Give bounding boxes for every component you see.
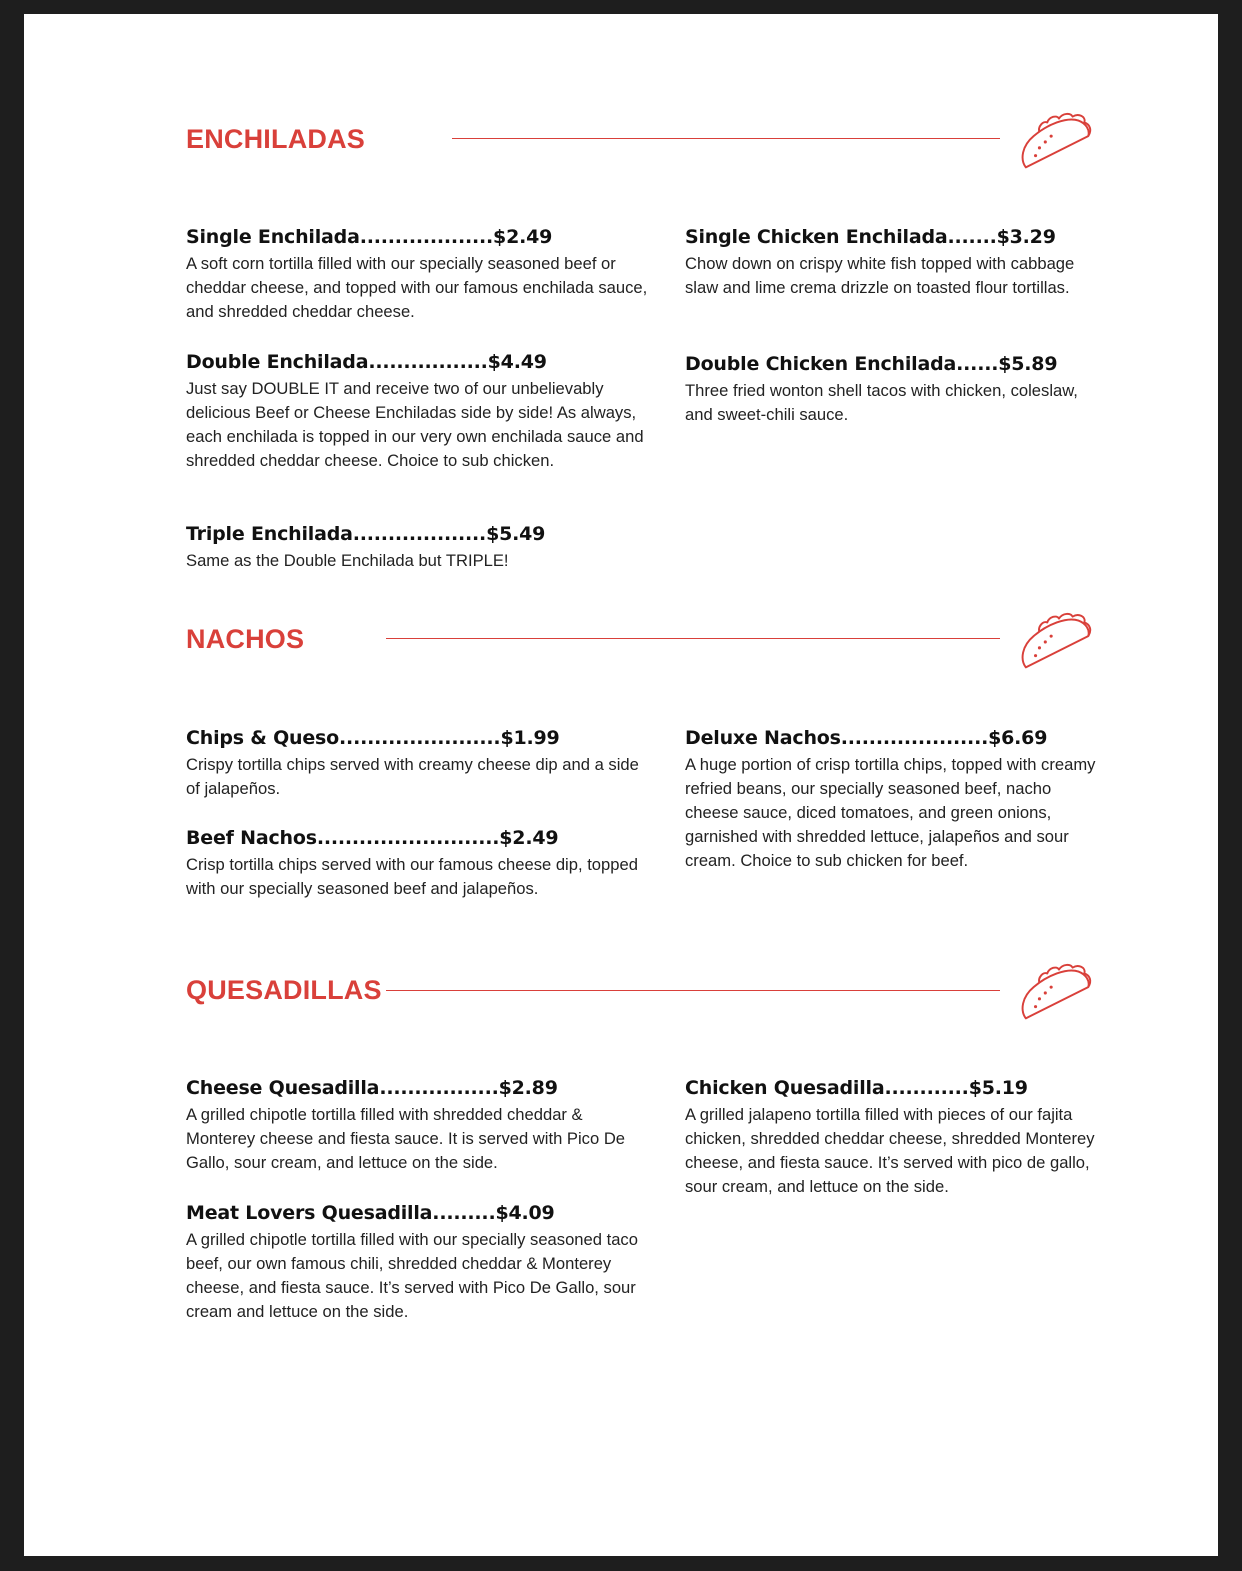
section-divider [386, 990, 1000, 991]
menu-item [186, 827, 648, 901]
section-divider [452, 138, 1000, 139]
menu-item [186, 351, 648, 473]
section-title: ENCHILADAS [186, 124, 366, 154]
item-price: $2.89 [498, 1077, 558, 1099]
item-leader: ............ [884, 1077, 969, 1099]
section-divider [386, 638, 1000, 639]
item-description: Chow down on crispy white fish topped with cabbage slaw and lime crema drizzle on toasted flour tortillas. [685, 254, 1075, 297]
item-heading [186, 523, 648, 545]
menu-item [685, 353, 1095, 427]
menu-item [186, 1077, 648, 1175]
item-heading [186, 1077, 648, 1099]
item-leader: ................. [368, 351, 488, 373]
item-leader: ...... [956, 353, 999, 375]
item-name: Double Chicken Enchilada [685, 353, 957, 375]
item-description: A grilled chipotle tortilla filled with shredded cheddar & Monterey cheese and fiesta sauce. It is served with Pico De Gallo, sour cream, and lettuce on the side. [186, 1105, 626, 1172]
item-price: $2.49 [499, 827, 559, 849]
menu-item [186, 1202, 656, 1324]
item-price: $4.09 [495, 1202, 555, 1224]
item-heading [685, 1077, 1100, 1099]
item-leader: ..................... [840, 727, 989, 749]
item-name: Cheese Quesadilla [186, 1077, 380, 1099]
section-title: NACHOS [186, 624, 305, 654]
item-leader: ......... [432, 1202, 496, 1224]
menu-item [186, 523, 648, 573]
item-leader: ....... [947, 226, 997, 248]
taco-icon [1018, 106, 1096, 176]
item-price: $6.69 [988, 727, 1048, 749]
item-leader: ................. [379, 1077, 499, 1099]
item-price: $5.89 [998, 353, 1058, 375]
item-heading [685, 727, 1100, 749]
item-description: Just say DOUBLE IT and receive two of our unbelievably delicious Beef or Cheese Enchiladas side by side! As always, each enchilada is topped in our very own enchilada sauce and shredded cheddar cheese. Choice to sub chicken. [186, 379, 644, 470]
section-title: QUESADILLAS [186, 975, 382, 1005]
item-leader: ................... [352, 523, 487, 545]
item-heading [685, 226, 1095, 248]
menu-item [186, 727, 648, 801]
item-description: A soft corn tortilla filled with our specially seasoned beef or cheddar cheese, and topped with our famous enchilada sauce, and shredded cheddar cheese. [186, 254, 648, 321]
item-price: $3.29 [996, 226, 1056, 248]
item-name: Double Enchilada [186, 351, 369, 373]
item-leader: ....................... [339, 727, 501, 749]
menu-item [685, 727, 1100, 873]
item-description: Crispy tortilla chips served with creamy cheese dip and a side of jalapeños. [186, 755, 639, 798]
item-heading [186, 1202, 656, 1224]
item-heading [186, 351, 648, 373]
item-description: Three fried wonton shell tacos with chicken, coleslaw, and sweet-chili sauce. [685, 381, 1078, 424]
item-price: $5.49 [486, 523, 546, 545]
item-price: $1.99 [500, 727, 560, 749]
item-name: Chicken Quesadilla [685, 1077, 885, 1099]
item-leader: .......................... [316, 827, 500, 849]
item-heading [186, 827, 648, 849]
menu-item [685, 226, 1095, 300]
item-name: Beef Nachos [186, 827, 317, 849]
item-name: Single Chicken Enchilada [685, 226, 948, 248]
item-price: $5.19 [968, 1077, 1028, 1099]
item-description: A grilled chipotle tortilla filled with our specially seasoned taco beef, our own famous chili, shredded cheddar & Monterey cheese, and fiesta sauce. It’s served with Pico De Gallo, sour cream and lettuce on the side. [186, 1230, 638, 1321]
item-name: Deluxe Nachos [685, 727, 841, 749]
item-heading [685, 353, 1095, 375]
taco-icon [1018, 606, 1096, 676]
taco-icon [1018, 957, 1096, 1027]
item-name: Chips & Queso [186, 727, 340, 749]
item-name: Single Enchilada [186, 226, 360, 248]
menu-item [186, 226, 648, 324]
menu-item [685, 1077, 1100, 1199]
item-description: Same as the Double Enchilada but TRIPLE! [186, 551, 509, 570]
item-description: Crisp tortilla chips served with our famous cheese dip, topped with our specially seasoned beef and jalapeños. [186, 855, 638, 898]
item-name: Triple Enchilada [186, 523, 353, 545]
item-price: $2.49 [493, 226, 553, 248]
item-leader: ................... [359, 226, 494, 248]
menu-page [24, 14, 1218, 1556]
item-heading [186, 226, 648, 248]
item-price: $4.49 [487, 351, 547, 373]
item-heading [186, 727, 648, 749]
item-description: A grilled jalapeno tortilla filled with pieces of our fajita chicken, shredded cheddar cheese, shredded Monterey cheese, and fiesta sauce. It’s served with pico de gallo, sour cream, and lettuce on the side. [685, 1105, 1095, 1196]
item-name: Meat Lovers Quesadilla [186, 1202, 433, 1224]
item-description: A huge portion of crisp tortilla chips, topped with creamy refried beans, our specially seasoned beef, nacho cheese sauce, diced tomatoes, and green onions, garnished with shredded lettuce, jalapeños and sour cream. Choice to sub chicken for beef. [685, 755, 1096, 870]
